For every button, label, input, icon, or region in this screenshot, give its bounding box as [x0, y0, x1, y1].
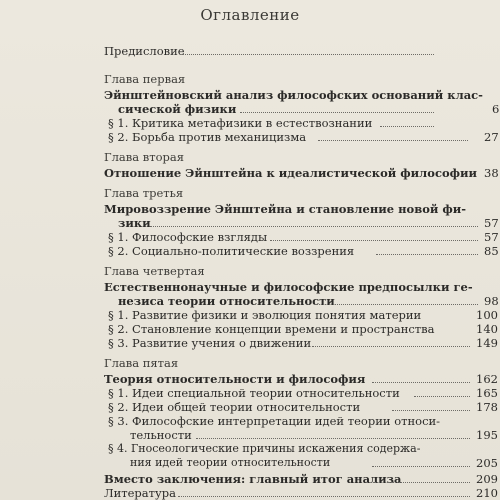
- chapter-5-section-4-line-1: § 4. Гносеологические причины искажения содержа-: [108, 442, 421, 455]
- toc-entry-literature: Литература: [104, 486, 176, 500]
- dot-leader: [182, 53, 434, 55]
- chapter-4-section-1: § 1. Развитие физики и эволюция понятия материи: [108, 308, 422, 322]
- chapter-5-section-1-page: 165: [476, 386, 498, 400]
- chapter-1-section-2-page: 27: [484, 130, 499, 144]
- chapter-3-section-2-page: 85: [484, 244, 499, 258]
- chapter-4-section-1-page: 100: [476, 308, 498, 322]
- chapter-3-section-2: § 2. Социально-политические воззрения: [108, 244, 355, 258]
- dot-leader: [312, 345, 470, 347]
- chapter-1-label: Глава первая: [104, 72, 186, 86]
- chapter-5-page: 162: [476, 372, 498, 386]
- chapter-5-label: Глава пятая: [104, 356, 179, 370]
- literature-page: 210: [476, 486, 498, 500]
- chapter-3-title-line-2: зики: [118, 216, 151, 230]
- chapter-5-section-2-page: 178: [476, 400, 498, 414]
- dot-leader: [240, 111, 434, 113]
- chapter-5-title: Теория относительности и философия: [104, 372, 366, 386]
- chapter-4-section-3-page: 149: [476, 336, 498, 350]
- chapter-1-page: 6: [492, 102, 500, 116]
- dot-leader: [150, 225, 478, 227]
- toc-entry-conclusion: Вместо заключения: главный итог анализа: [104, 472, 402, 486]
- chapter-2-page: 38: [484, 166, 499, 180]
- dot-leader: [414, 395, 470, 397]
- chapter-4-section-3: § 3. Развитие учения о движении: [108, 336, 312, 350]
- dot-leader: [376, 253, 478, 255]
- chapter-5-section-4-line-2: ния идей теории относительности: [130, 456, 331, 469]
- chapter-3-page: 57: [484, 216, 499, 230]
- chapter-5-section-3-line-2: тельности: [130, 428, 192, 442]
- chapter-4-page: 98: [484, 294, 499, 308]
- chapter-4-label: Глава четвертая: [104, 264, 205, 278]
- dot-leader: [314, 303, 478, 305]
- chapter-5-section-4-page: 205: [476, 456, 498, 470]
- dot-leader: [178, 495, 470, 497]
- chapter-3-section-1: § 1. Философские взгляды: [108, 230, 268, 244]
- chapter-2-title: Отношение Эйнштейна к идеалистической философии: [104, 166, 478, 180]
- chapter-4-section-2: § 2. Становление концепции времени и пространства: [108, 322, 435, 336]
- toc-entry-preface: Предисловие: [104, 44, 185, 58]
- dot-leader: [380, 125, 434, 127]
- chapter-5-section-3-page: 195: [476, 428, 498, 442]
- chapter-5-section-1: § 1. Идеи специальной теории относительности: [108, 386, 400, 400]
- dot-leader: [366, 481, 470, 483]
- chapter-3-section-1-page: 57: [484, 230, 499, 244]
- chapter-5-section-2: § 2. Идеи общей теории относительности: [108, 400, 361, 414]
- chapter-3-title-line-1: Мировоззрение Эйнштейна и становление новой фи-: [104, 202, 467, 216]
- chapter-1-section-2: § 2. Борьба против механицизма: [108, 130, 307, 144]
- page-title: Оглавление: [200, 6, 300, 24]
- chapter-3-label: Глава третья: [104, 186, 184, 200]
- conclusion-page: 209: [476, 472, 498, 486]
- dot-leader: [196, 437, 470, 439]
- chapter-1-section-1: § 1. Критика метафизики в естествознании: [108, 116, 373, 130]
- dot-leader: [372, 465, 470, 467]
- chapter-5-section-3-line-1: § 3. Философские интерпретации идей теории относи-: [108, 414, 441, 428]
- dot-leader: [392, 409, 470, 411]
- dot-leader: [270, 239, 478, 241]
- dot-leader: [318, 139, 468, 141]
- chapter-4-section-2-page: 140: [476, 322, 498, 336]
- chapter-1-title-line-2: сической физики: [118, 102, 237, 116]
- chapter-2-label: Глава вторая: [104, 150, 184, 164]
- dot-leader: [372, 381, 470, 383]
- chapter-1-title-line-1: Эйнштейновский анализ философских оснований клас-: [104, 88, 483, 102]
- chapter-4-title-line-2: незиса теории относительности: [118, 294, 335, 308]
- chapter-4-title-line-1: Естественнонаучные и философские предпосылки ге-: [104, 280, 473, 294]
